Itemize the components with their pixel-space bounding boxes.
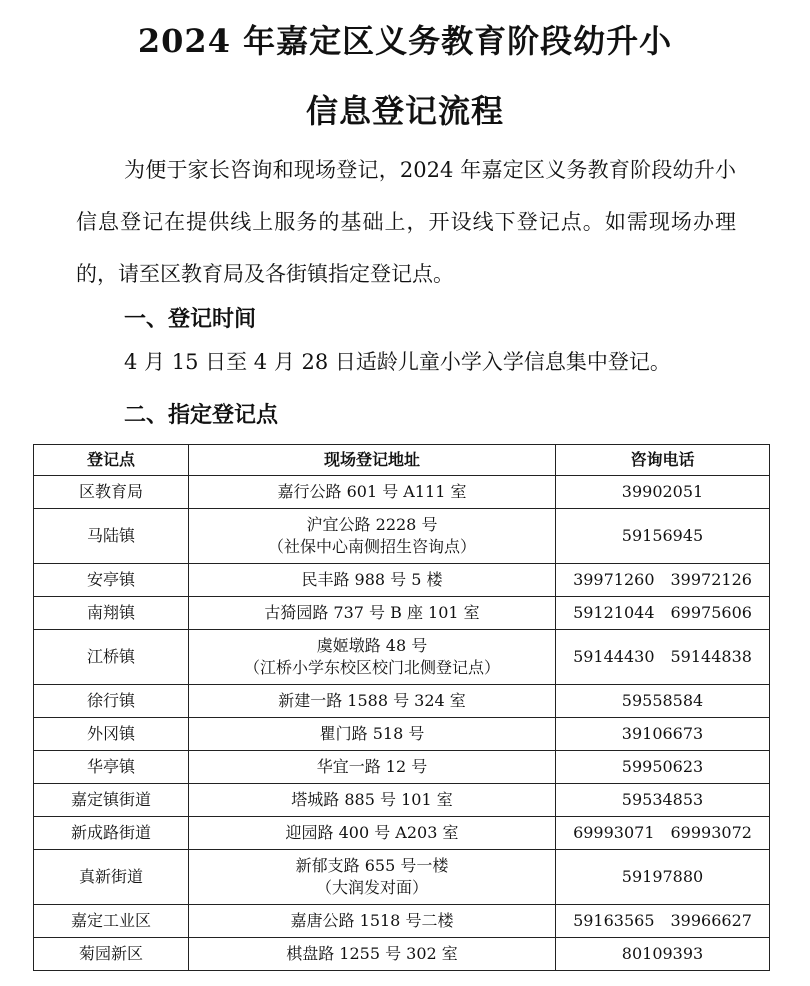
phone-number: 59144838 (670, 647, 752, 666)
cell-address (189, 509, 556, 564)
phone-number: 39106673 (621, 724, 704, 743)
table-row (34, 476, 770, 509)
cell-address (189, 597, 556, 630)
cell-phone (556, 938, 770, 971)
table-row (34, 938, 770, 971)
registration-time-text: 4 月 15 日至 4 月 28 日适龄儿童小学入学信息集中登记。 (124, 350, 671, 374)
cell-address (189, 850, 556, 905)
cell-place: 外冈镇 (34, 718, 189, 751)
address-line: （江桥小学东校区校门北侧登记点） (243, 658, 500, 677)
cell-phone (556, 718, 770, 751)
cell-phone (556, 564, 770, 597)
cell-place: 嘉定镇街道 (34, 784, 189, 817)
header-address: 现场登记地址 (189, 445, 556, 476)
phone-number: 59163565 (573, 911, 655, 930)
table-row (34, 509, 770, 564)
cell-place: 南翔镇 (34, 597, 189, 630)
address-line: 嘉行公路 601 号 A111 室 (277, 482, 467, 501)
section-heading-time: 一、登记时间 (124, 306, 257, 332)
table-header-row (34, 445, 770, 476)
phone-number: 59534853 (621, 790, 704, 809)
phone-number: 59197880 (621, 867, 704, 886)
cell-place: 区教育局 (34, 476, 189, 509)
phone-number: 59121044 (573, 603, 655, 622)
cell-phone (556, 784, 770, 817)
cell-address (189, 685, 556, 718)
cell-place: 江桥镇 (34, 630, 189, 685)
cell-place: 徐行镇 (34, 685, 189, 718)
cell-address (189, 751, 556, 784)
cell-address (189, 564, 556, 597)
phone-number: 69975606 (670, 603, 752, 622)
registration-points-table (33, 444, 770, 971)
phone-number: 59156945 (621, 526, 704, 545)
table-row (34, 630, 770, 685)
cell-place: 华亭镇 (34, 751, 189, 784)
cell-phone (556, 817, 770, 850)
cell-phone (556, 850, 770, 905)
cell-address (189, 817, 556, 850)
header-place: 登记点 (34, 445, 189, 476)
phone-number: 39971260 (573, 570, 655, 589)
address-line: 迎园路 400 号 A203 室 (285, 823, 459, 842)
cell-place: 安亭镇 (34, 564, 189, 597)
table-row (34, 905, 770, 938)
cell-place: 菊园新区 (34, 938, 189, 971)
table-row (34, 784, 770, 817)
table-row (34, 817, 770, 850)
address-line: （大润发对面） (315, 878, 428, 897)
cell-phone (556, 630, 770, 685)
address-line: 新郁支路 655 号一楼 (295, 856, 449, 875)
address-line: 瞿门路 518 号 (319, 724, 425, 743)
phone-number: 39966627 (670, 911, 752, 930)
cell-phone (556, 509, 770, 564)
address-line: 棋盘路 1255 号 302 室 (286, 944, 458, 963)
phone-number: 39972126 (670, 570, 752, 589)
phone-number: 80109393 (621, 944, 704, 963)
table-row (34, 850, 770, 905)
section-heading-locations: 二、指定登记点 (124, 402, 279, 428)
cell-phone (556, 476, 770, 509)
cell-address (189, 476, 556, 509)
phone-number: 59950623 (621, 757, 704, 776)
table-row (34, 597, 770, 630)
address-line: 华宜一路 12 号 (316, 757, 428, 776)
intro-paragraph: 为便于家长咨询和现场登记，2024 年嘉定区义务教育阶段幼升小信息登记在提供线上服务的基础上，开设线下登记点。如需现场办理的，请至区教育局及各街镇指定登记点。 (76, 158, 736, 286)
table-row (34, 718, 770, 751)
cell-address (189, 938, 556, 971)
address-line: 虞姬墩路 48 号 (316, 636, 428, 655)
phone-number: 69993072 (670, 823, 752, 842)
address-line: 古猗园路 737 号 B 座 101 室 (264, 603, 480, 622)
table-row (34, 685, 770, 718)
cell-address (189, 784, 556, 817)
cell-phone (556, 905, 770, 938)
address-line: （社保中心南侧招生咨询点） (267, 537, 476, 556)
cell-address (189, 718, 556, 751)
cell-phone (556, 751, 770, 784)
phone-number: 69993071 (573, 823, 655, 842)
phone-number: 59144430 (573, 647, 655, 666)
cell-address (189, 905, 556, 938)
phone-number: 59558584 (621, 691, 704, 710)
cell-phone (556, 685, 770, 718)
phone-number: 39902051 (621, 482, 704, 501)
address-line: 嘉唐公路 1518 号二楼 (290, 911, 454, 930)
address-line: 新建一路 1588 号 324 室 (278, 691, 466, 710)
address-line: 沪宜公路 2228 号 (306, 515, 438, 534)
header-phone: 咨询电话 (556, 445, 770, 476)
cell-place: 真新街道 (34, 850, 189, 905)
table-row (34, 564, 770, 597)
document-title-line-2: 信息登记流程 (305, 92, 504, 130)
cell-place: 马陆镇 (34, 509, 189, 564)
cell-address (189, 630, 556, 685)
address-line: 塔城路 885 号 101 室 (291, 790, 453, 809)
cell-place: 新成路街道 (34, 817, 189, 850)
table-row (34, 751, 770, 784)
cell-place: 嘉定工业区 (34, 905, 189, 938)
document-title-line-1: 2024 年嘉定区义务教育阶段幼升小 (137, 22, 673, 60)
cell-phone (556, 597, 770, 630)
address-line: 民丰路 988 号 5 楼 (301, 570, 443, 589)
